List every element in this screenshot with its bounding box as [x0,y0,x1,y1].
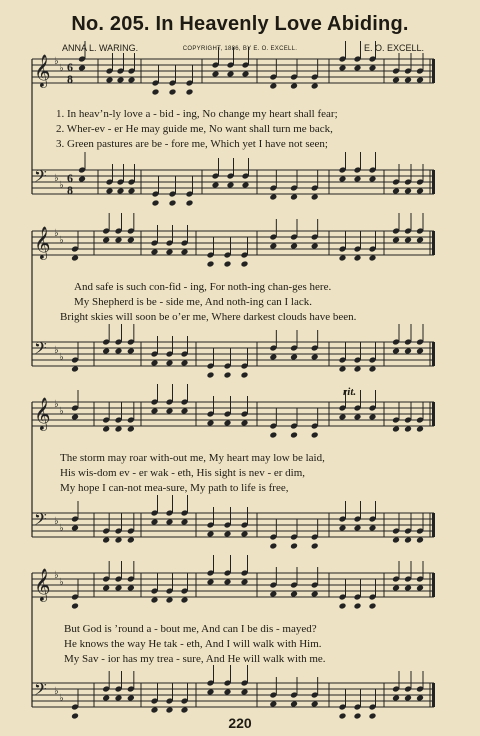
note-head [212,71,220,78]
note-head [128,188,136,195]
note-head [392,695,400,702]
note-head [127,695,135,702]
note-head [290,243,298,250]
flat-icon: ♭ [54,399,59,410]
note-head [241,372,249,379]
note-head [339,366,347,373]
note-head [242,71,250,78]
note-head [269,432,277,439]
time-signature-top: 6 [67,171,73,185]
note-head [241,531,249,538]
note-head [404,188,412,195]
note-head [369,65,377,72]
note-head [404,537,412,544]
note-head [290,194,298,201]
note-head [416,537,424,544]
note-head [290,701,298,708]
note-head [224,689,232,696]
note-head [186,89,194,96]
hymn-number: No. 205. [71,13,150,35]
note-head [241,261,249,268]
note-head [181,249,189,256]
note-head [71,603,79,610]
note-head [311,591,319,598]
treble-clef-icon: 𝄞 [34,54,51,87]
note-head [392,77,400,84]
note-head [369,176,377,183]
note-head [169,200,177,207]
note-head [166,707,174,714]
note-head [416,426,424,433]
lyric-line: And safe is such con-fid - ing, For noth-ing chan-ges here. [74,281,332,293]
flat-icon: ♭ [54,570,59,581]
final-bar-line [432,683,435,707]
note-head [404,695,412,702]
note-head [339,176,347,183]
note-head [354,255,362,262]
note-head [207,372,215,379]
lyric-line: But God is ’round a - bout me, And can I be dis - mayed? [64,623,317,635]
time-signature-bottom: 8 [67,183,73,197]
note-head [224,372,232,379]
note-head [166,519,174,526]
flat-icon: ♭ [54,345,59,356]
note-head [78,176,86,183]
note-head [369,525,377,532]
hymn-composer: E. O. EXCELL. [363,43,424,53]
note-head [227,182,235,189]
note-head [151,408,159,415]
note-head [311,243,319,250]
note-head [224,261,232,268]
note-head [102,585,110,592]
treble-clef-icon: 𝄞 [34,226,51,259]
lyric-line: His wis-dom ev - er wak - eth, His sight is nev - er dim, [60,467,306,479]
note-head [71,366,79,373]
note-head [166,249,174,256]
note-head [392,426,400,433]
note-head [339,255,347,262]
ritardando-mark: rit. [343,386,357,398]
note-head [416,695,424,702]
note-head [128,77,136,84]
note-head [207,261,215,268]
note-head [224,420,232,427]
note-head [269,83,277,90]
note-head [71,525,79,532]
note-head [354,603,362,610]
final-bar-line [432,513,435,537]
note-head [290,432,298,439]
note-head [354,176,362,183]
note-head [169,89,177,96]
bass-clef-icon: 𝄢 [34,509,47,533]
treble-clef-icon: 𝄞 [34,397,51,430]
note-head [115,695,123,702]
note-head [354,366,362,373]
final-bar-line [432,573,435,597]
page-number: 220 [228,715,252,731]
time-signature-bottom: 8 [67,72,73,86]
note-head [151,707,159,714]
note-head [71,255,79,262]
note-head [311,701,319,708]
note-head [117,77,125,84]
note-head [354,414,362,421]
note-head [102,426,110,433]
note-head [115,537,123,544]
note-head [354,525,362,532]
note-head [290,83,298,90]
final-bar-line [432,342,435,366]
note-head [339,603,347,610]
lyric-line: Bright skies will soon be o’er me, Where darkest clouds have been. [60,311,357,323]
note-head [290,591,298,598]
lyric-line: My hope I can-not mea-sure, My path to life is free, [60,482,289,494]
note-head [290,543,298,550]
note-head [269,543,277,550]
flat-icon: ♭ [59,406,64,417]
note-head [354,65,362,72]
note-head [369,414,377,421]
note-head [181,360,189,367]
note-head [102,348,110,355]
final-bar-line [432,170,435,194]
lyric-line: My Shepherd is be - side me, And noth-ing can I lack. [74,296,312,308]
lyric-line: 2. Wher-ev - er He may guide me, No want shall turn me back, [56,123,333,135]
lyric-line: 1. In heav’n-ly love a - bid - ing, No change my heart shall fear; [56,108,338,120]
flat-icon: ♭ [54,516,59,527]
note-head [152,200,160,207]
note-head [416,237,424,244]
note-head [404,426,412,433]
note-head [115,585,123,592]
note-head [224,579,232,586]
note-head [369,366,377,373]
note-head [151,360,159,367]
note-head [392,237,400,244]
note-head [311,543,319,550]
lyric-line: He knows the way He tak - eth, And I will walk with Him. [64,638,322,650]
note-head [166,360,174,367]
note-head [339,414,347,421]
note-head [106,188,114,195]
note-head [242,182,250,189]
note-head [127,426,135,433]
note-head [416,348,424,355]
note-head [152,89,160,96]
note-head [71,414,79,421]
flat-icon: ♭ [54,56,59,67]
note-head [269,591,277,598]
note-head [269,701,277,708]
time-signature-top: 6 [67,60,73,74]
final-bar-line [432,59,435,83]
note-head [166,597,174,604]
note-head [369,603,377,610]
note-head [241,689,249,696]
flat-icon: ♭ [59,523,64,534]
note-head [102,537,110,544]
bass-clef-icon: 𝄢 [34,679,47,703]
note-head [115,237,123,244]
note-head [241,420,249,427]
note-head [241,579,249,586]
note-head [117,188,125,195]
lyric-line: My Sav - ior has my trea - sure, And He will walk with me. [64,653,326,665]
note-head [106,77,114,84]
flat-icon: ♭ [59,63,64,74]
note-head [311,83,319,90]
note-head [151,249,159,256]
note-head [212,182,220,189]
note-head [181,408,189,415]
note-head [311,194,319,201]
note-head [269,354,277,361]
bass-clef-icon: 𝄢 [34,166,47,190]
note-head [102,695,110,702]
note-head [339,525,347,532]
note-head [224,531,232,538]
note-head [207,531,215,538]
note-head [181,519,189,526]
note-head [115,426,123,433]
flat-icon: ♭ [54,686,59,697]
note-head [369,255,377,262]
note-head [269,194,277,201]
note-head [181,597,189,604]
flat-icon: ♭ [59,180,64,191]
note-head [227,71,235,78]
note-head [181,707,189,714]
note-head [186,200,194,207]
note-head [416,585,424,592]
treble-clef-icon: 𝄞 [34,568,51,601]
flat-icon: ♭ [59,235,64,246]
note-head [339,65,347,72]
note-head [115,348,123,355]
lyric-line: The storm may roar with-out me, My heart may low be laid, [60,452,325,464]
note-head [311,432,319,439]
note-head [207,420,215,427]
flat-icon: ♭ [59,352,64,363]
note-head [78,65,86,72]
note-head [416,77,424,84]
note-head [392,537,400,544]
note-head [416,188,424,195]
flat-icon: ♭ [59,693,64,704]
note-head [392,188,400,195]
note-head [127,585,135,592]
note-head [166,408,174,415]
note-head [290,354,298,361]
flat-icon: ♭ [54,228,59,239]
note-head [207,579,215,586]
note-head [127,348,135,355]
note-head [127,237,135,244]
hymn-copyright: COPYRIGHT, 1886, BY E. O. EXCELL. [182,46,298,52]
final-bar-line [432,402,435,426]
hymn-title: In Heavenly Love Abiding. [155,13,409,35]
note-head [102,237,110,244]
lyric-line: 3. Green pastures are be - fore me, Which yet I have not seen; [56,138,328,150]
note-head [392,585,400,592]
note-head [311,354,319,361]
flat-icon: ♭ [54,173,59,184]
note-head [151,597,159,604]
note-head [404,348,412,355]
bass-clef-icon: 𝄢 [34,338,47,362]
hymn-author: ANNA L. WARING. [62,43,139,53]
note-head [151,519,159,526]
note-head [404,585,412,592]
note-head [404,77,412,84]
flat-icon: ♭ [59,577,64,588]
final-bar-line [432,231,435,255]
note-head [269,243,277,250]
note-head [127,537,135,544]
note-head [404,237,412,244]
note-head [207,689,215,696]
note-head [392,348,400,355]
